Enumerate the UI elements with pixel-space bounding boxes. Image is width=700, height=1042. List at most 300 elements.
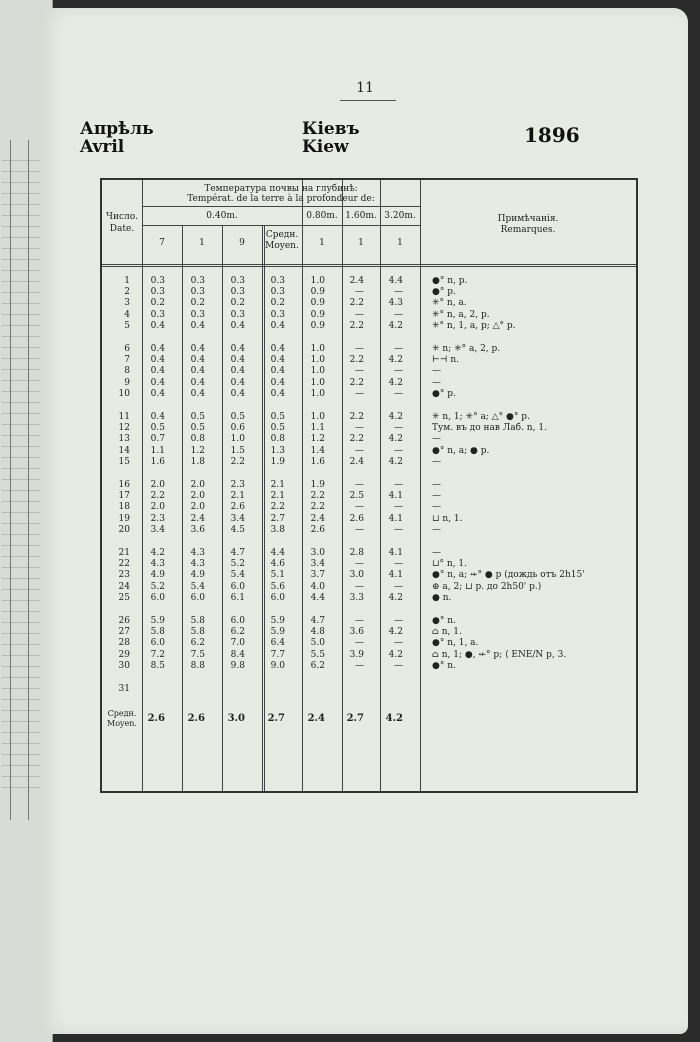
temp-value: 0.3: [230, 287, 245, 298]
subcolumn-header: Moyen.: [265, 241, 299, 251]
temp-value: 2.0: [150, 480, 165, 490]
remark-text: ⌂ n, 1; ●, ⇷° p; ⟨ ENE/N p, 3.: [432, 649, 567, 660]
day-number: 30: [118, 660, 130, 671]
temp-value: 4.2: [388, 456, 403, 467]
day-number: 18: [118, 502, 130, 513]
depth-header: 1.60m.: [345, 211, 377, 221]
remark-text: ⊕ a, 2; ⊔ p. до 2h50' p.): [432, 581, 542, 592]
table-header-rule: [142, 225, 420, 226]
temp-value: 0.4: [150, 355, 165, 366]
temp-value: 2.3: [150, 513, 165, 524]
temp-value: 2.2: [349, 377, 364, 388]
temp-value: 0.7: [150, 434, 165, 445]
temp-value: 6.0: [270, 592, 285, 603]
page: [40, 8, 688, 1034]
temp-value: 3.4: [150, 524, 165, 535]
temp-value: 1.8: [190, 456, 205, 467]
remark-text: —: [432, 377, 441, 388]
temp-value: —: [394, 502, 403, 513]
temp-value: 0.8: [270, 434, 285, 445]
temp-value: —: [394, 581, 403, 592]
temp-value: —: [394, 366, 403, 377]
temp-value: 2.2: [349, 298, 364, 309]
temp-value: 2.2: [310, 491, 325, 502]
temp-value: 2.2: [349, 320, 364, 331]
table-header-rule: [102, 266, 636, 267]
temp-value: 0.4: [230, 366, 245, 377]
temp-value: 4.2: [388, 627, 403, 638]
temp-value: 4.4: [388, 276, 403, 286]
temp-value: 2.2: [349, 355, 364, 366]
temp-value: 7.0: [230, 638, 245, 649]
temp-value: 5.9: [150, 616, 165, 626]
temp-value: 5.4: [190, 581, 205, 592]
temp-value: 4.7: [310, 616, 325, 626]
subcolumn-header: 7: [159, 238, 165, 248]
temp-value: —: [355, 366, 364, 377]
temp-value: —: [355, 502, 364, 513]
left-page-rule: [10, 140, 11, 820]
temp-value: 1.3: [270, 445, 285, 456]
temp-value: 0.4: [150, 388, 165, 399]
temp-value: 1.9: [270, 456, 285, 467]
remark-text: ●° n, p.: [432, 276, 468, 286]
temp-value: 8.4: [230, 649, 245, 660]
subcolumn-header: 1: [319, 238, 325, 248]
temp-value: 1.2: [310, 434, 325, 445]
temp-value: 3.3: [349, 592, 364, 603]
temp-value: 0.4: [230, 320, 245, 331]
temp-value: 0.4: [150, 320, 165, 331]
remark-text: —: [432, 480, 441, 490]
remark-text: ●° p.: [432, 388, 456, 399]
day-number: 17: [118, 491, 130, 502]
temp-value: —: [394, 423, 403, 434]
temp-value: 2.6: [349, 513, 364, 524]
temp-value: 0.3: [190, 287, 205, 298]
temp-value: 3.6: [190, 524, 205, 535]
remark-text: ● n.: [432, 592, 452, 603]
remark-text: Тум. въ до нав Лаб. n, 1.: [432, 423, 547, 434]
day-number: 6: [124, 344, 130, 354]
day-number: 15: [118, 456, 130, 467]
temp-value: 6.0: [230, 581, 245, 592]
temp-value: 6.0: [150, 638, 165, 649]
temp-value: 5.8: [150, 627, 165, 638]
day-number: 10: [118, 388, 130, 399]
average-value: 3.0: [227, 713, 245, 725]
temp-value: 4.3: [190, 548, 205, 558]
day-number: 22: [118, 559, 130, 570]
temp-value: 2.6: [230, 502, 245, 513]
temp-value: 0.5: [190, 412, 205, 422]
temp-value: 3.8: [270, 524, 285, 535]
temp-value: 4.1: [388, 570, 403, 581]
temp-value: 0.4: [270, 366, 285, 377]
temp-value: 2.4: [349, 276, 364, 286]
depth-header: 3.20m.: [384, 211, 416, 221]
temp-value: 5.0: [310, 638, 325, 649]
depth-header: 0.80m.: [306, 211, 338, 221]
temp-value: 1.1: [150, 445, 165, 456]
temp-value: 0.3: [150, 276, 165, 286]
remarks-header-fr: Remarques.: [500, 225, 556, 235]
temp-value: —: [355, 660, 364, 671]
temp-value: 4.3: [388, 298, 403, 309]
temp-value: —: [355, 638, 364, 649]
temp-value: 0.4: [270, 320, 285, 331]
day-number: 12: [118, 423, 130, 434]
temp-value: 0.4: [190, 366, 205, 377]
subcolumn-header: 1: [358, 238, 364, 248]
average-value: 2.4: [307, 713, 325, 725]
temp-value: 4.2: [388, 355, 403, 366]
temp-value: 4.2: [388, 592, 403, 603]
temp-value: 0.3: [230, 276, 245, 286]
temp-value: 4.5: [230, 524, 245, 535]
temp-value: 4.2: [388, 377, 403, 388]
day-number: 4: [124, 309, 130, 320]
temp-value: 0.4: [270, 355, 285, 366]
temp-value: —: [355, 445, 364, 456]
temp-value: —: [355, 388, 364, 399]
remark-text: —: [432, 491, 441, 502]
temp-value: 6.2: [190, 638, 205, 649]
subcolumn-header: 9: [239, 238, 245, 248]
temp-value: 4.0: [310, 581, 325, 592]
temp-value: 2.7: [270, 513, 285, 524]
table-header-rule: [102, 264, 636, 265]
temp-value: 0.2: [230, 298, 245, 309]
temp-value: 0.4: [230, 344, 245, 354]
remark-text: ●° p.: [432, 287, 456, 298]
temp-value: 1.0: [310, 355, 325, 366]
temp-value: 4.6: [270, 559, 285, 570]
left-page-rule: [28, 140, 29, 820]
day-number: 8: [124, 366, 130, 377]
remark-text: —: [432, 548, 441, 558]
temp-value: 6.4: [270, 638, 285, 649]
temp-value: 0.4: [270, 377, 285, 388]
city-ru: Кіевъ: [302, 119, 360, 139]
temp-value: 2.1: [230, 491, 245, 502]
temp-value: —: [355, 423, 364, 434]
temp-value: 4.2: [388, 320, 403, 331]
temp-value: 3.0: [310, 548, 325, 558]
temp-value: 0.8: [190, 434, 205, 445]
temp-value: —: [355, 616, 364, 626]
temp-value: 0.4: [190, 320, 205, 331]
temp-value: 5.9: [270, 616, 285, 626]
temp-value: 0.4: [230, 377, 245, 388]
day-number: 14: [118, 445, 130, 456]
temp-value: 1.0: [310, 388, 325, 399]
temp-value: —: [394, 559, 403, 570]
remark-text: ✳ n, 1; ✳° a; △° ●° p.: [432, 412, 530, 422]
temp-value: 8.8: [190, 660, 205, 671]
temp-value: —: [394, 445, 403, 456]
temp-value: —: [355, 559, 364, 570]
temp-value: 2.4: [349, 456, 364, 467]
average-value: 2.7: [267, 713, 285, 725]
temp-value: 1.6: [310, 456, 325, 467]
temp-value: 4.2: [388, 412, 403, 422]
temp-value: 2.2: [349, 412, 364, 422]
temp-value: 0.5: [150, 423, 165, 434]
temp-value: 0.3: [150, 309, 165, 320]
day-number: 28: [118, 638, 130, 649]
temp-value: 0.9: [310, 309, 325, 320]
temp-value: 0.4: [190, 344, 205, 354]
temp-value: 4.7: [230, 548, 245, 558]
temp-value: 0.6: [230, 423, 245, 434]
temp-value: 4.4: [270, 548, 285, 558]
average-label: Средн.: [107, 709, 137, 719]
temp-value: 1.0: [310, 276, 325, 286]
temp-value: 0.4: [270, 344, 285, 354]
temp-value: 0.4: [190, 377, 205, 388]
temp-value: 0.3: [190, 276, 205, 286]
remark-text: ✳° n, a, 2, p.: [432, 309, 490, 320]
remark-text: ✳ n; ✳° a, 2, p.: [432, 344, 501, 354]
average-value: 2.7: [346, 713, 364, 725]
temp-value: —: [355, 581, 364, 592]
day-number: 2: [124, 287, 130, 298]
temp-value: 0.5: [270, 412, 285, 422]
day-number: 29: [118, 649, 130, 660]
temp-value: 0.4: [190, 355, 205, 366]
temp-value: 0.9: [310, 287, 325, 298]
day-number: 27: [118, 627, 130, 638]
temp-value: 2.6: [310, 524, 325, 535]
temp-value: 2.1: [270, 491, 285, 502]
temp-value: 5.5: [310, 649, 325, 660]
temp-value: 2.0: [190, 491, 205, 502]
temp-value: 2.2: [230, 456, 245, 467]
temp-value: 0.2: [270, 298, 285, 309]
temp-value: 1.1: [310, 423, 325, 434]
temp-value: 0.4: [190, 388, 205, 399]
temp-value: 0.4: [230, 388, 245, 399]
left-page-table-lines: [2, 150, 42, 790]
temp-value: 0.3: [190, 309, 205, 320]
soil-temperature-table: [100, 178, 638, 793]
temp-value: 5.2: [150, 581, 165, 592]
temp-value: 4.4: [310, 592, 325, 603]
temp-value: 0.4: [150, 366, 165, 377]
temp-value: 1.0: [230, 434, 245, 445]
temp-value: 2.4: [310, 513, 325, 524]
temp-value: 4.2: [388, 649, 403, 660]
temp-value: 6.2: [230, 627, 245, 638]
day-number: 31: [118, 684, 130, 694]
temp-value: 6.1: [230, 592, 245, 603]
temp-value: 0.5: [190, 423, 205, 434]
subcolumn-header: 1: [397, 238, 403, 248]
temp-value: 5.4: [230, 570, 245, 581]
temp-value: —: [355, 309, 364, 320]
day-number: 23: [118, 570, 130, 581]
day-number: 24: [118, 581, 130, 592]
temp-value: —: [394, 660, 403, 671]
day-number: 16: [118, 480, 130, 490]
temp-value: 2.5: [349, 491, 364, 502]
temp-value: 0.3: [270, 309, 285, 320]
remark-text: ⊔° n, 1.: [432, 559, 468, 570]
temp-header-fr: Températ. de la terre à la profondeur de:: [187, 194, 375, 204]
date-header: Число.: [106, 212, 138, 222]
temp-value: 4.9: [190, 570, 205, 581]
subcolumn-header: Средн.: [265, 230, 299, 240]
temp-value: —: [394, 616, 403, 626]
day-number: 9: [124, 377, 130, 388]
temp-value: 5.6: [270, 581, 285, 592]
temp-value: 4.3: [190, 559, 205, 570]
depth-header: 0.40m.: [206, 211, 238, 221]
temp-value: —: [394, 388, 403, 399]
temp-value: —: [355, 480, 364, 490]
temp-value: 3.4: [230, 513, 245, 524]
average-label-fr: Moyen.: [107, 719, 137, 729]
temp-value: 2.8: [349, 548, 364, 558]
day-number: 11: [118, 412, 130, 422]
average-value: 2.6: [187, 713, 205, 725]
page-number: 11: [356, 80, 374, 96]
temp-value: —: [394, 344, 403, 354]
temp-value: 2.0: [190, 502, 205, 513]
temp-value: 3.4: [310, 559, 325, 570]
temp-value: 9.8: [230, 660, 245, 671]
table-header-rule: [142, 206, 420, 207]
temp-value: 0.5: [270, 423, 285, 434]
temp-value: 3.7: [310, 570, 325, 581]
temp-value: 0.2: [150, 298, 165, 309]
temp-header-ru: Температура почвы на глубинѣ:: [204, 184, 358, 194]
temp-value: 0.4: [270, 388, 285, 399]
temp-value: 1.4: [310, 445, 325, 456]
temp-value: 7.5: [190, 649, 205, 660]
temp-value: 5.9: [270, 627, 285, 638]
day-number: 13: [118, 434, 130, 445]
temp-value: 1.0: [310, 366, 325, 377]
temp-value: 6.0: [230, 616, 245, 626]
temp-value: 2.0: [150, 502, 165, 513]
temp-value: 0.4: [150, 412, 165, 422]
subcolumn-header: 1: [199, 238, 205, 248]
city-heading: [302, 120, 360, 156]
temp-value: 0.4: [230, 355, 245, 366]
temp-value: 4.8: [310, 627, 325, 638]
temp-value: —: [394, 287, 403, 298]
temp-value: 9.0: [270, 660, 285, 671]
remark-text: ●° n.: [432, 660, 456, 671]
temp-value: 0.4: [150, 377, 165, 388]
temp-value: 5.8: [190, 616, 205, 626]
temp-value: —: [355, 287, 364, 298]
temp-value: —: [394, 309, 403, 320]
temp-value: 1.5: [230, 445, 245, 456]
day-number: 19: [118, 513, 130, 524]
remark-text: ⊢⊣ n.: [432, 355, 459, 366]
day-number: 21: [118, 548, 130, 558]
year-heading: 1896: [524, 123, 580, 147]
remark-text: ✳° n, a.: [432, 298, 467, 309]
temp-value: 1.0: [310, 412, 325, 422]
remark-text: ⊔ n, 1.: [432, 513, 463, 524]
temp-value: 4.1: [388, 513, 403, 524]
temp-value: 1.0: [310, 377, 325, 388]
temp-value: 4.1: [388, 548, 403, 558]
city-fr: Kiew: [302, 137, 349, 157]
day-number: 5: [124, 320, 130, 331]
temp-value: 1.0: [310, 344, 325, 354]
remark-text: ✳° n, 1, a, p; △° p.: [432, 320, 516, 331]
day-number: 7: [124, 355, 130, 366]
temp-value: 0.4: [150, 344, 165, 354]
temp-value: —: [355, 344, 364, 354]
average-value: 2.6: [147, 713, 165, 725]
temp-value: —: [394, 524, 403, 535]
temp-value: 7.7: [270, 649, 285, 660]
temp-value: 1.2: [190, 445, 205, 456]
remark-text: —: [432, 524, 441, 535]
remarks-header-ru: Примѣчанія.: [497, 214, 559, 224]
remark-text: —: [432, 366, 441, 377]
page-number-rule: [340, 100, 396, 101]
average-value: 4.2: [385, 713, 403, 725]
month-fr: Avril: [80, 137, 125, 157]
temp-value: 3.0: [349, 570, 364, 581]
temp-value: 5.8: [190, 627, 205, 638]
temp-value: —: [394, 638, 403, 649]
temp-value: 0.3: [150, 287, 165, 298]
temp-value: 5.2: [230, 559, 245, 570]
temp-value: 2.0: [190, 480, 205, 490]
temp-value: 4.2: [388, 434, 403, 445]
temp-value: 8.5: [150, 660, 165, 671]
temp-value: 2.4: [190, 513, 205, 524]
temp-value: 0.3: [270, 276, 285, 286]
day-number: 20: [118, 524, 130, 535]
temp-value: 3.6: [349, 627, 364, 638]
temp-value: 6.2: [310, 660, 325, 671]
temp-value: 0.5: [230, 412, 245, 422]
remark-text: ⌂ n, 1.: [432, 627, 462, 638]
month-ru: Апрѣль: [80, 119, 154, 139]
remark-text: —: [432, 456, 441, 467]
temp-value: 2.3: [230, 480, 245, 490]
temp-value: 5.1: [270, 570, 285, 581]
day-number: 1: [124, 276, 130, 286]
remark-text: ●° n, 1, a.: [432, 638, 479, 649]
temp-value: 0.3: [270, 287, 285, 298]
temp-value: 4.3: [150, 559, 165, 570]
day-number: 25: [118, 592, 130, 603]
temp-value: 4.1: [388, 491, 403, 502]
temp-value: 4.9: [150, 570, 165, 581]
month-heading: [80, 120, 154, 156]
temp-value: 0.3: [230, 309, 245, 320]
temp-value: 4.2: [150, 548, 165, 558]
temp-value: 2.2: [349, 434, 364, 445]
remark-text: ●° n.: [432, 616, 456, 626]
remark-text: ●° n, a; ⇷° ● p (дождь отъ 2h15': [432, 570, 585, 581]
temp-value: —: [355, 524, 364, 535]
temp-value: 0.9: [310, 298, 325, 309]
temp-value: 7.2: [150, 649, 165, 660]
remark-text: —: [432, 434, 441, 445]
temp-value: 0.2: [190, 298, 205, 309]
